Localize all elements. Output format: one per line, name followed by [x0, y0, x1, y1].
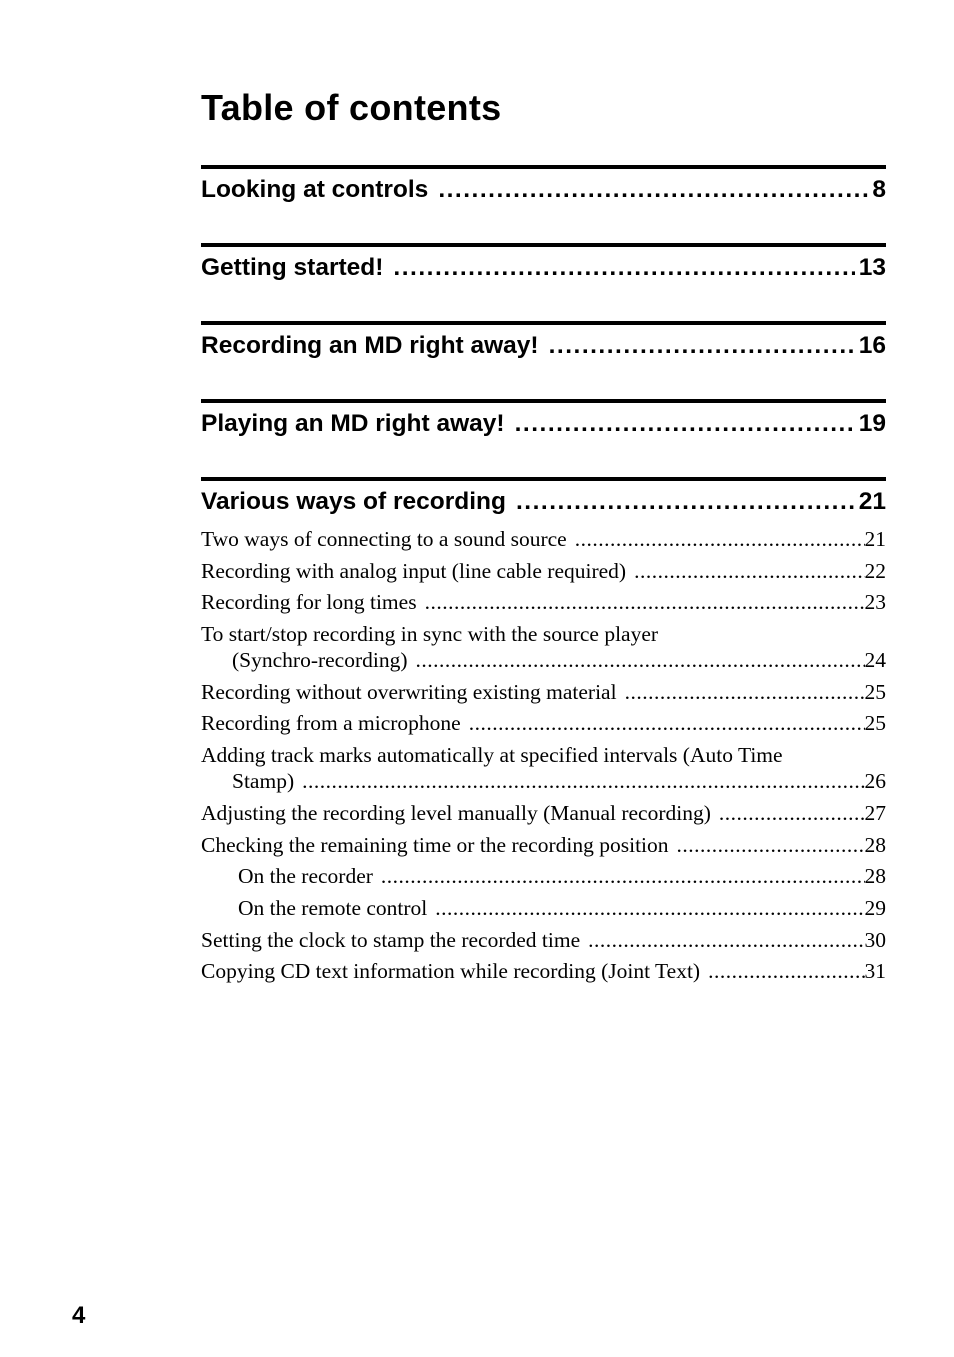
dot-leader: [438, 175, 868, 205]
toc-entry-nested[interactable]: [201, 895, 886, 921]
toc-entry-label: Recording without overwriting existing material: [201, 679, 617, 704]
dot-leader: [515, 409, 855, 439]
toc-section-looking-at-controls: [201, 165, 886, 205]
toc-heading-label: Getting started!: [201, 254, 384, 281]
toc-heading-link[interactable]: [201, 331, 886, 361]
page-number: 4: [72, 1302, 86, 1329]
toc-heading-label: Playing an MD right away!: [201, 410, 505, 437]
section-divider: [201, 243, 886, 247]
dot-leader: [469, 710, 865, 736]
dot-leader: [302, 768, 864, 794]
toc-entry-label: Setting the clock to stamp the recorded time: [201, 927, 581, 952]
toc-entry-page: 23: [864, 590, 886, 615]
dot-leader: [625, 679, 865, 705]
toc-entry[interactable]: [201, 742, 886, 794]
toc-entry-label: Adding track marks automatically at specified intervals (Auto Time: [201, 743, 783, 768]
dot-leader: [719, 800, 865, 826]
toc-entry-label-continued: Stamp): [232, 769, 295, 794]
toc-heading-link[interactable]: [201, 409, 886, 439]
toc-entry[interactable]: [201, 526, 886, 552]
toc-entry-page: 25: [864, 679, 886, 704]
toc-entry[interactable]: [201, 710, 886, 736]
toc-entry[interactable]: [201, 800, 886, 826]
section-divider: [201, 165, 886, 169]
toc-heading-page: 8: [872, 176, 886, 203]
toc-entry-label: On the remote control: [238, 895, 428, 920]
dot-leader: [435, 895, 864, 921]
toc-heading-link[interactable]: [201, 253, 886, 283]
dot-leader: [677, 832, 865, 858]
toc-entry-label: Two ways of connecting to a sound source: [201, 527, 567, 551]
dot-leader: [393, 253, 854, 283]
toc-heading-page: 21: [858, 488, 886, 515]
toc-entry-label: Checking the remaining time or the recording position: [201, 832, 669, 857]
toc-entry-page: 31: [864, 959, 886, 984]
toc-sub-list: [201, 526, 886, 984]
toc-entry-page: 30: [864, 927, 886, 952]
toc-entry-page: 28: [864, 832, 886, 857]
dot-leader: [588, 927, 864, 953]
toc-heading-page: 16: [858, 332, 886, 359]
dot-leader: [425, 589, 865, 615]
toc-entry[interactable]: [201, 589, 886, 615]
toc-heading-label: Looking at controls: [201, 176, 429, 203]
toc-entry-page: 22: [864, 558, 886, 583]
toc-entry-label: To start/stop recording in sync with the source player: [201, 622, 659, 647]
toc-entry[interactable]: [201, 621, 886, 673]
toc-entry-page: 26: [864, 769, 886, 794]
section-divider: [201, 399, 886, 403]
toc-entry-page: 29: [864, 895, 886, 920]
toc-entry-page: 21: [864, 527, 886, 551]
toc-entry[interactable]: [201, 558, 886, 584]
dot-leader: [549, 331, 855, 361]
toc-section-various-ways: [201, 477, 886, 990]
toc-entry[interactable]: [201, 958, 886, 984]
dot-leader: [575, 526, 865, 552]
toc-entry-label: Adjusting the recording level manually (Manual recording): [201, 800, 711, 825]
toc-entry-page: 25: [864, 711, 886, 736]
toc-entry-nested[interactable]: [201, 863, 886, 889]
toc-entry-label: Recording from a microphone: [201, 711, 461, 736]
toc-entry[interactable]: [201, 679, 886, 705]
page-title: Table of contents: [201, 87, 502, 128]
toc-entry-page: 24: [864, 648, 886, 673]
toc-entry-label: Recording for long times: [201, 590, 417, 615]
toc-entry[interactable]: [201, 832, 886, 858]
toc-heading-label: Various ways of recording: [201, 488, 506, 515]
toc-entry-label: Recording with analog input (line cable required): [201, 558, 627, 583]
toc-section-playing-md: [201, 399, 886, 439]
section-divider: [201, 477, 886, 481]
toc-entry-label: Copying CD text information while recording (Joint Text): [201, 959, 701, 984]
dot-leader: [708, 958, 864, 984]
dot-leader: [381, 863, 865, 889]
dot-leader: [516, 487, 855, 517]
toc-heading-page: 19: [858, 410, 886, 437]
toc-heading-link[interactable]: [201, 487, 886, 517]
toc-heading-page: 13: [858, 254, 886, 281]
toc-entry-label: On the recorder: [238, 864, 373, 889]
section-divider: [201, 321, 886, 325]
toc-entry-page: 28: [864, 864, 886, 889]
toc-heading-link[interactable]: [201, 175, 886, 205]
toc-section-recording-md: [201, 321, 886, 361]
toc-entry-label-continued: (Synchro-recording): [232, 648, 408, 673]
toc-entry[interactable]: [201, 927, 886, 953]
toc-entry-page: 27: [864, 800, 886, 825]
dot-leader: [416, 647, 865, 673]
toc-heading-label: Recording an MD right away!: [201, 332, 539, 359]
dot-leader: [634, 558, 864, 584]
toc-section-getting-started: [201, 243, 886, 283]
